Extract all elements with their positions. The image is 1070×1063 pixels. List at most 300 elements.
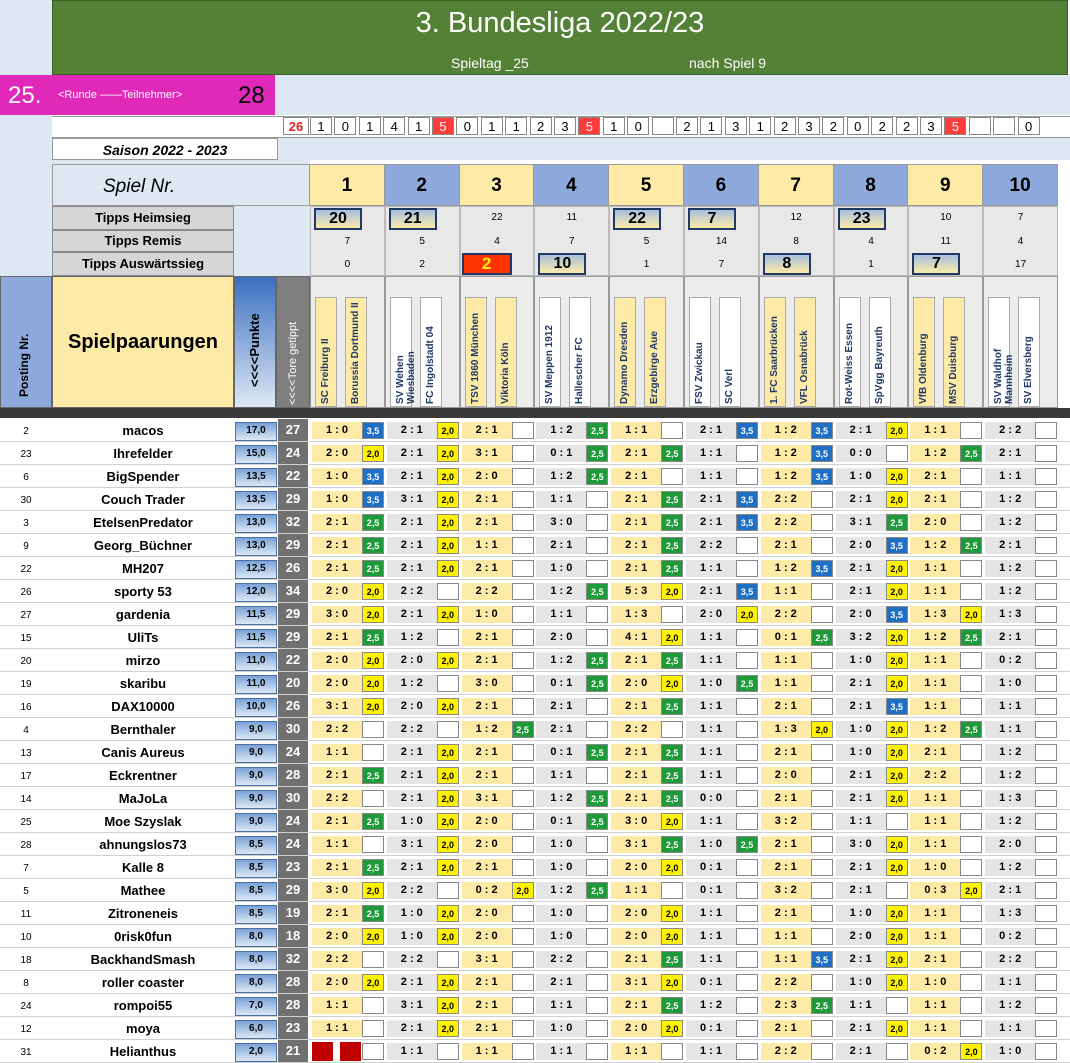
tip-score: 2 : 2: [985, 422, 1035, 439]
tip-score: 1 : 1: [910, 1020, 960, 1037]
points-badge: 2,5: [586, 744, 608, 761]
runde-bar: [0, 75, 275, 115]
tip-score: 2 : 1: [462, 629, 512, 646]
participant-name: rompoi55: [113, 998, 173, 1013]
points-badge-empty: [586, 1043, 608, 1060]
points-badge: 3,5: [886, 537, 908, 554]
tip-score: 1 : 2: [910, 721, 960, 738]
tip-score: 2 : 1: [836, 951, 886, 968]
tip-score: 1 : 0: [387, 813, 437, 830]
team-name: Hallescher FC: [574, 337, 586, 404]
tip-score: 3 : 2: [836, 629, 886, 646]
tip-score: 2 : 0: [836, 537, 886, 554]
points-badge: 2,5: [586, 675, 608, 692]
tip-score: 2 : 0: [686, 606, 736, 623]
tip-score: 1 : 1: [910, 583, 960, 600]
tip-score: 2 : 1: [312, 767, 362, 784]
posting-number: 5: [23, 886, 29, 897]
participant-name: Mathee: [120, 883, 166, 898]
posting-number: 17: [20, 771, 32, 782]
points-badge: 2,0: [512, 882, 534, 899]
tip-score: 2 : 1: [387, 767, 437, 784]
points-badge: 2,5: [362, 514, 384, 531]
tip-score: 2 : 1: [836, 882, 886, 899]
points-badge-empty: [586, 606, 608, 623]
team-name-cell: [345, 297, 367, 407]
tip-score: 4 : 1: [611, 629, 661, 646]
tip-score: 3 : 0: [462, 675, 512, 692]
tip-score: 2 : 1: [836, 1020, 886, 1037]
tipp-heim-value: 11: [566, 212, 577, 223]
points-badge-empty: [1035, 422, 1057, 439]
tip-score: 1 : 3: [910, 606, 960, 623]
points-badge: 2,0: [661, 1020, 683, 1037]
top-score-cell: 0: [1018, 117, 1040, 135]
points-badge-empty: [1035, 606, 1057, 623]
top-score-cell: 3: [725, 117, 747, 135]
points-badge-empty: [736, 790, 758, 807]
points-badge-empty: [1035, 882, 1057, 899]
tip-score: 2 : 2: [536, 951, 586, 968]
tip-score: 2 : 1: [462, 422, 512, 439]
tip-score: 2 : 2: [312, 721, 362, 738]
tip-score: 1 : 1: [312, 997, 362, 1014]
points-badge-empty: [512, 790, 534, 807]
points-badge-empty: [512, 606, 534, 623]
points-badge: 2,5: [886, 514, 908, 531]
table-row: [0, 764, 1070, 787]
team-name: VFL Osnabrück: [798, 330, 810, 404]
tip-score: 0 : 1: [536, 675, 586, 692]
top-score-cell: 0: [627, 117, 649, 135]
spielpaarungen-header: [52, 276, 234, 408]
participant-name: roller coaster: [101, 975, 185, 990]
points-badge-empty: [811, 836, 833, 853]
points-value: 8,0: [235, 928, 277, 947]
tip-score: 1 : 2: [985, 514, 1035, 531]
points-badge-empty: [811, 744, 833, 761]
points-badge-empty: [960, 744, 982, 761]
tip-score: 1 : 0: [985, 1043, 1035, 1060]
team-header-col: [310, 276, 385, 408]
points-badge-empty: [1035, 652, 1057, 669]
points-badge: 2,0: [437, 790, 459, 807]
points-value: 8,5: [235, 882, 277, 901]
points-badge-empty: [586, 974, 608, 991]
posting-number: 22: [20, 564, 32, 575]
tipps-aus-label: Tipps Auswärtssieg: [52, 252, 234, 276]
tip-score: 2 : 2: [761, 1043, 811, 1060]
team-name: SV Wehen Wiesbaden: [394, 351, 417, 404]
team-name-cell: [869, 297, 891, 407]
spiel-nr-label: Spiel Nr.: [103, 176, 176, 197]
tip-score: 1 : 1: [836, 997, 886, 1014]
tip-score: 1 : 2: [985, 767, 1035, 784]
tip-score: 1 : 0: [536, 928, 586, 945]
points-badge-empty: [362, 836, 384, 853]
posting-number: 11: [20, 909, 32, 920]
tip-score: 2 : 0: [836, 606, 886, 623]
points-badge-empty: [512, 537, 534, 554]
tip-score: 1 : 2: [985, 560, 1035, 577]
tip-score: 2 : 2: [761, 491, 811, 508]
points-badge-empty: [736, 744, 758, 761]
table-row: [0, 534, 1070, 557]
tip-score: 2 : 1: [312, 905, 362, 922]
points-badge: 3,5: [736, 514, 758, 531]
tip-score: 1 : 3: [985, 905, 1035, 922]
season-label: Saison 2022 - 2023: [52, 138, 278, 160]
tipps-heim-label: Tipps Heimsieg: [52, 206, 234, 230]
points-badge-empty: [661, 606, 683, 623]
goals-tipped: 28: [278, 971, 308, 993]
team-name: 1. FC Saarbrücken: [768, 316, 780, 404]
top-score-cell: 1: [310, 117, 332, 135]
tip-score: 1 : 1: [761, 951, 811, 968]
table-row: [0, 649, 1070, 672]
points-badge-empty: [586, 629, 608, 646]
points-badge: 2,5: [811, 997, 833, 1014]
tip-score: 2 : 0: [611, 905, 661, 922]
points-badge-empty: [512, 491, 534, 508]
tip-score: 2 : 0: [312, 974, 362, 991]
points-badge: 2,5: [362, 767, 384, 784]
tipp-remis-value: 4: [494, 236, 500, 247]
points-badge: 2,5: [661, 652, 683, 669]
points-badge: 2,0: [362, 675, 384, 692]
posting-number: 12: [20, 1024, 32, 1035]
tip-score: 2 : 1: [536, 537, 586, 554]
points-badge-empty: [736, 560, 758, 577]
tip-score: 2 : 0: [462, 905, 512, 922]
tip-score: 1 : 1: [686, 767, 736, 784]
points-badge-empty: [1035, 928, 1057, 945]
points-badge: 2,5: [362, 813, 384, 830]
posting-number: 24: [20, 1001, 32, 1012]
points-badge: 2,0: [362, 882, 384, 899]
teilnehmer-count: 28: [238, 82, 265, 109]
points-badge-empty: [661, 882, 683, 899]
table-row: [0, 902, 1070, 925]
tip-score: 2 : 1: [387, 514, 437, 531]
tip-score: 1 : 0: [686, 675, 736, 692]
goals-tipped: 29: [278, 879, 308, 901]
goals-tipped: 27: [278, 419, 308, 441]
points-badge-empty: [736, 882, 758, 899]
posting-number: 28: [20, 840, 32, 851]
team-name-cell: [390, 297, 417, 407]
points-badge-empty: [1035, 859, 1057, 876]
points-badge-empty: [512, 905, 534, 922]
points-badge: 2,5: [960, 537, 982, 554]
goals-tipped: 22: [278, 649, 308, 671]
runde-filler: [275, 75, 1070, 115]
top-score-cell: 0: [456, 117, 478, 135]
goals-tipped: 32: [278, 948, 308, 970]
participant-name: Helianthus: [109, 1044, 177, 1059]
points-badge-empty: [736, 859, 758, 876]
tipp-aus-value: 1: [868, 259, 874, 270]
posting-number: 26: [20, 587, 32, 598]
tip-score: 0 : 1: [536, 744, 586, 761]
game-number-header: 5: [609, 164, 684, 206]
tip-score: 2 : 1: [910, 491, 960, 508]
participant-name: 0risk0fun: [114, 929, 172, 944]
points-badge-empty: [1035, 951, 1057, 968]
tip-score: 2 : 1: [686, 583, 736, 600]
points-badge-empty: [512, 1020, 534, 1037]
table-row: [0, 557, 1070, 580]
tip-score: 2 : 1: [836, 675, 886, 692]
points-value: 8,0: [235, 951, 277, 970]
points-badge-empty: [586, 767, 608, 784]
points-badge: 2,0: [661, 583, 683, 600]
points-badge: 2,5: [661, 491, 683, 508]
points-badge-empty: [586, 859, 608, 876]
points-badge-empty: [1035, 468, 1057, 485]
tipp-aus-value: 2: [462, 253, 512, 275]
tip-score: 2 : 1: [836, 767, 886, 784]
points-badge-empty: [811, 537, 833, 554]
team-name-cell: [689, 297, 711, 407]
tip-score: 2 : 1: [462, 491, 512, 508]
points-badge-empty: [736, 974, 758, 991]
tip-score: 2 : 1: [462, 767, 512, 784]
tip-score: 1 : 2: [910, 537, 960, 554]
tip-score: 1 : 0: [312, 422, 362, 439]
tip-score: 2 : 1: [985, 629, 1035, 646]
posting-number: 2: [23, 426, 29, 437]
posting-number: 6: [23, 472, 29, 483]
tipp-heim-value: 12: [790, 212, 802, 223]
top-score-cell: 3: [798, 117, 820, 135]
points-badge-empty: [736, 1020, 758, 1037]
tip-score: 2 : 1: [312, 514, 362, 531]
tip-score: 2 : 1: [312, 629, 362, 646]
points-badge: 2,0: [811, 721, 833, 738]
page-title: 3. Bundesliga 2022/23: [415, 7, 705, 39]
tip-score: 1 : 1: [536, 997, 586, 1014]
points-badge-empty: [736, 997, 758, 1014]
points-badge-empty: [362, 1020, 384, 1037]
table-row: [0, 1040, 1070, 1063]
goals-tipped: 34: [278, 580, 308, 602]
points-badge-empty: [1035, 813, 1057, 830]
tip-score: 1 : 1: [761, 928, 811, 945]
points-badge: 2,0: [437, 928, 459, 945]
points-badge-empty: [811, 675, 833, 692]
points-badge-empty: [512, 974, 534, 991]
points-badge: 2,0: [886, 836, 908, 853]
tip-score: 2 : 0: [312, 652, 362, 669]
tip-score: 1 : 1: [910, 813, 960, 830]
points-badge-empty: [736, 813, 758, 830]
game-number-header: 3: [460, 164, 535, 206]
points-badge-empty: [1035, 629, 1057, 646]
tip-score: 2 : 0: [761, 767, 811, 784]
points-badge: 2,0: [661, 905, 683, 922]
tip-score: 2 : 1: [985, 882, 1035, 899]
tip-score: 1 : 0: [836, 744, 886, 761]
top-first-score: 26: [283, 117, 309, 135]
tip-score: 3 : 1: [387, 491, 437, 508]
points-badge-empty: [886, 1043, 908, 1060]
tip-score: 1 : 1: [611, 882, 661, 899]
points-badge-empty: [811, 1043, 833, 1060]
points-value: 7,0: [235, 997, 277, 1016]
points-badge-empty: [736, 1043, 758, 1060]
tip-score: 2 : 1: [611, 997, 661, 1014]
points-value: 8,5: [235, 859, 277, 878]
points-badge-empty: [960, 905, 982, 922]
points-badge: 2,0: [437, 905, 459, 922]
tip-score: 2 : 1: [387, 606, 437, 623]
participant-name: Eckrentner: [109, 768, 177, 783]
points-badge-empty: [960, 514, 982, 531]
points-badge: 2,0: [960, 1043, 982, 1060]
points-badge-empty: [362, 951, 384, 968]
points-badge: 2,5: [661, 744, 683, 761]
tip-score: 1 : 0: [312, 468, 362, 485]
tip-score: 0 : 2: [985, 928, 1035, 945]
top-score-cell: 2: [676, 117, 698, 135]
points-badge-empty: [586, 836, 608, 853]
tip-score: 2 : 0: [312, 583, 362, 600]
tip-score: 1 : 1: [686, 629, 736, 646]
points-badge: 2,5: [661, 951, 683, 968]
tip-score: 1 : 1: [686, 744, 736, 761]
tip-score: 2 : 1: [611, 445, 661, 462]
spieltag-label: Spieltag _25: [451, 55, 529, 71]
points-badge-empty: [811, 790, 833, 807]
participant-name: skaribu: [119, 676, 167, 691]
spielpaarungen-label: Spielpaarungen: [67, 331, 219, 353]
points-badge: 2,5: [661, 537, 683, 554]
goals-tipped: 20: [278, 672, 308, 694]
tip-score: 2 : 1: [387, 445, 437, 462]
posting-number: 19: [20, 679, 32, 690]
points-badge-empty: [960, 652, 982, 669]
tip-score: 1 : 0: [686, 836, 736, 853]
points-badge: 3,5: [362, 491, 384, 508]
points-badge-empty: [1035, 905, 1057, 922]
top-score-cell: 1: [700, 117, 722, 135]
tip-score: 1 : 2: [985, 744, 1035, 761]
goals-tipped: 29: [278, 603, 308, 625]
participant-name: moya: [126, 1021, 160, 1036]
tip-score: 1 : 1: [536, 1043, 586, 1060]
tip-score: 1 : 0: [985, 675, 1035, 692]
points-badge: 2,0: [437, 836, 459, 853]
tip-score: 1 : 2: [686, 997, 736, 1014]
goals-tipped: 30: [278, 718, 308, 740]
team-name-cell: [614, 297, 636, 407]
points-badge-empty: [586, 905, 608, 922]
tipp-remis-value: 7: [569, 236, 575, 247]
points-badge: 3,5: [736, 583, 758, 600]
points-badge: 3,5: [362, 422, 384, 439]
tip-score: 2 : 1: [761, 537, 811, 554]
participant-name: ahnungslos73: [99, 837, 187, 852]
tip-score: 1 : 1: [910, 928, 960, 945]
points-badge-empty: [811, 514, 833, 531]
points-badge-empty: [586, 721, 608, 738]
points-badge: 2,0: [437, 813, 459, 830]
points-badge-empty: [811, 974, 833, 991]
team-name: FC Ingolstadt 04: [424, 326, 436, 404]
points-badge-empty: [661, 468, 683, 485]
tip-score: 2 : 1: [611, 468, 661, 485]
tip-score: 2 : 1: [761, 744, 811, 761]
points-badge-empty: [512, 997, 534, 1014]
team-name-cell: [943, 297, 965, 407]
tip-score: 1 : 0: [836, 468, 886, 485]
tip-score: 1 : 2: [761, 422, 811, 439]
points-badge-empty: [811, 606, 833, 623]
points-badge-empty: [960, 813, 982, 830]
points-value: 9,0: [235, 790, 277, 809]
goals-tipped: 29: [278, 534, 308, 556]
header-separator: [0, 408, 1070, 418]
points-badge: 2,0: [886, 583, 908, 600]
goals-tipped: 28: [278, 994, 308, 1016]
points-badge: 2,0: [437, 1020, 459, 1037]
points-badge: 2,5: [586, 813, 608, 830]
tipp-heim-value: 10: [940, 212, 952, 223]
tip-score: 1 : 1: [910, 675, 960, 692]
participant-name: UliTs: [127, 630, 159, 645]
points-badge-empty: [512, 836, 534, 853]
points-badge-empty: [886, 445, 908, 462]
points-badge: 2,0: [437, 974, 459, 991]
points-value: 13,0: [235, 537, 277, 556]
points-badge: 2,0: [661, 675, 683, 692]
points-badge-empty: [661, 422, 683, 439]
tip-score: 2 : 1: [312, 859, 362, 876]
tip-score: 3 : 2: [761, 882, 811, 899]
posting-number: 13: [20, 748, 32, 759]
tip-score: 1 : 1: [761, 675, 811, 692]
participant-name: Couch Trader: [101, 492, 185, 507]
tip-score: 1 : 1: [910, 997, 960, 1014]
table-row: [0, 419, 1070, 442]
points-badge-empty: [512, 698, 534, 715]
points-badge-empty: [886, 997, 908, 1014]
tip-score: 3 : 1: [312, 698, 362, 715]
tip-score: 1 : 2: [536, 583, 586, 600]
participant-name: BigSpender: [106, 469, 180, 484]
table-row: [0, 948, 1070, 971]
points-badge: 2,0: [437, 422, 459, 439]
tip-score: 1 : 2: [910, 629, 960, 646]
points-badge-empty: [960, 997, 982, 1014]
tip-score: 2 : 1: [910, 951, 960, 968]
participant-name: DAX10000: [111, 699, 175, 714]
tip-score: 2 : 1: [836, 491, 886, 508]
tip-score: 2 : 1: [312, 813, 362, 830]
points-badge-empty: [512, 1043, 534, 1060]
tip-score: 2 : 1: [387, 790, 437, 807]
tip-score: 1 : 1: [536, 491, 586, 508]
top-score-cell: [652, 117, 674, 135]
goals-tipped: 21: [278, 1040, 308, 1062]
points-badge-empty: [811, 859, 833, 876]
tip-score: 2 : 1: [611, 744, 661, 761]
points-badge: 3,5: [736, 422, 758, 439]
points-badge: 2,0: [362, 698, 384, 715]
tip-score: 1 : 0: [836, 721, 886, 738]
tip-score: 1 : 2: [985, 813, 1035, 830]
